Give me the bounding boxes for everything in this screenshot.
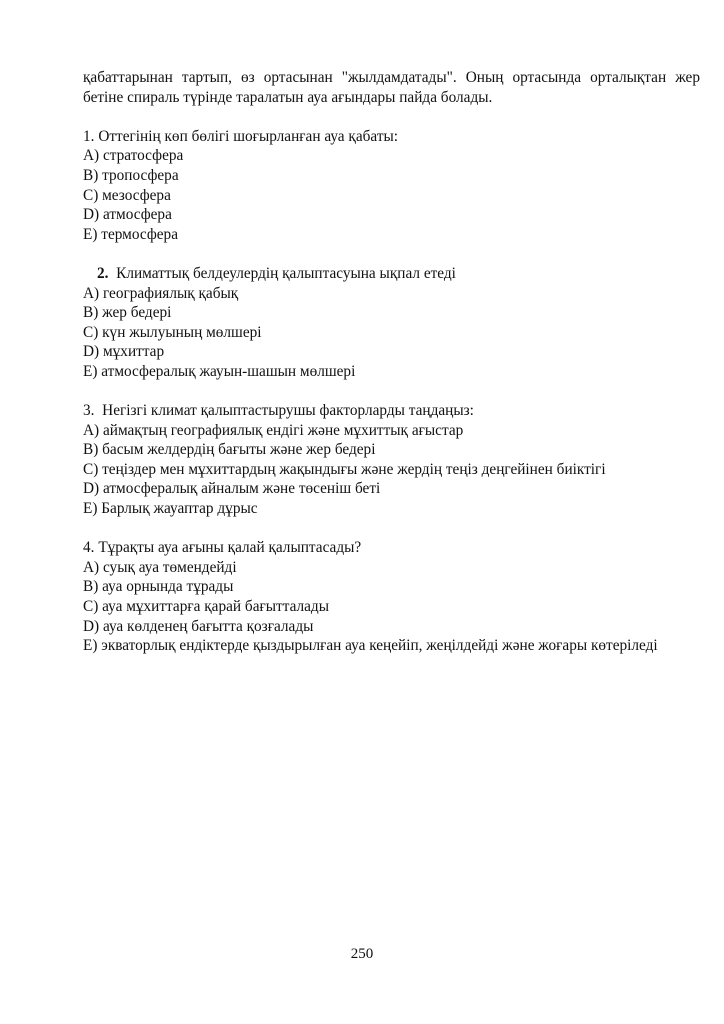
question-number: 2.: [97, 264, 109, 282]
option-d: D) атмосфера: [83, 206, 172, 224]
page-number: 250: [350, 946, 374, 962]
question-number: 1.: [83, 127, 95, 145]
option-e: E) Барлық жауаптар дұрыс: [83, 500, 258, 518]
option-c: C) күн жылуының мөлшері: [83, 323, 262, 341]
option-b: B) басым желдердің бағыты және жер бедері: [83, 441, 376, 459]
question-text: [83, 127, 700, 147]
question-2: [83, 264, 700, 382]
option-d: D) мұхиттар: [83, 343, 165, 361]
option-b: B) жер бедері: [83, 304, 172, 322]
option-b: B) ауа орнында тұрады: [83, 578, 234, 596]
option-a: A) стратосфера: [83, 147, 184, 165]
option-c: C) теңіздер мен мұхиттардың жақындығы және жердің теңіз деңгейінен биіктігі: [83, 460, 606, 478]
option-a: A) суық ауа төмендейді: [83, 558, 237, 576]
question-number: 4.: [83, 539, 95, 557]
option-a: A) аймақтың географиялық ендігі және мұхиттық ағыстар: [83, 421, 464, 439]
option-e: E) экваторлық ендіктерде қыздырылған ауа кеңейіп, жеңілдейді және жоғары көтеріледі: [83, 637, 658, 655]
question-label: Климаттық белдеулердің қалыптасуына ықпал етеді: [116, 264, 456, 282]
question-number: 3.: [83, 402, 95, 420]
option-d: D) атмосфералық айналым және төсеніш беті: [83, 480, 381, 498]
question-text: [83, 264, 700, 284]
question-4: [83, 538, 700, 656]
option-b: B) тропосфера: [83, 166, 179, 184]
option-c: C) ауа мұхиттарға қарай бағытталады: [83, 598, 329, 616]
question-1: [83, 127, 700, 245]
option-e: E) термосфера: [83, 225, 178, 243]
option-e: E) атмосфералық жауын-шашын мөлшері: [83, 362, 356, 380]
question-label: Тұрақты ауа ағыны қалай қалыптасады?: [98, 539, 362, 557]
option-a: A) географиялық қабық: [83, 284, 239, 302]
option-c: C) мезосфера: [83, 186, 171, 204]
option-d: D) ауа көлденең бағытта қозғалады: [83, 617, 314, 635]
page-body: [83, 68, 700, 656]
question-3: [83, 401, 700, 519]
question-label: Негізгі климат қалыптастырушы факторларды таңдаңыз:: [102, 402, 474, 420]
intro-paragraph: қабаттарынан тартып, өз ортасынан "жылдамдатады". Оның ортасында орталықтан жер бетіне спираль түрінде таралатын ауа ағындары пайда болады.: [83, 69, 700, 106]
question-text: [83, 538, 700, 558]
question-text: [83, 401, 700, 421]
question-label: Оттегінің көп бөлігі шоғырланған ауа қабаты:: [98, 127, 399, 145]
